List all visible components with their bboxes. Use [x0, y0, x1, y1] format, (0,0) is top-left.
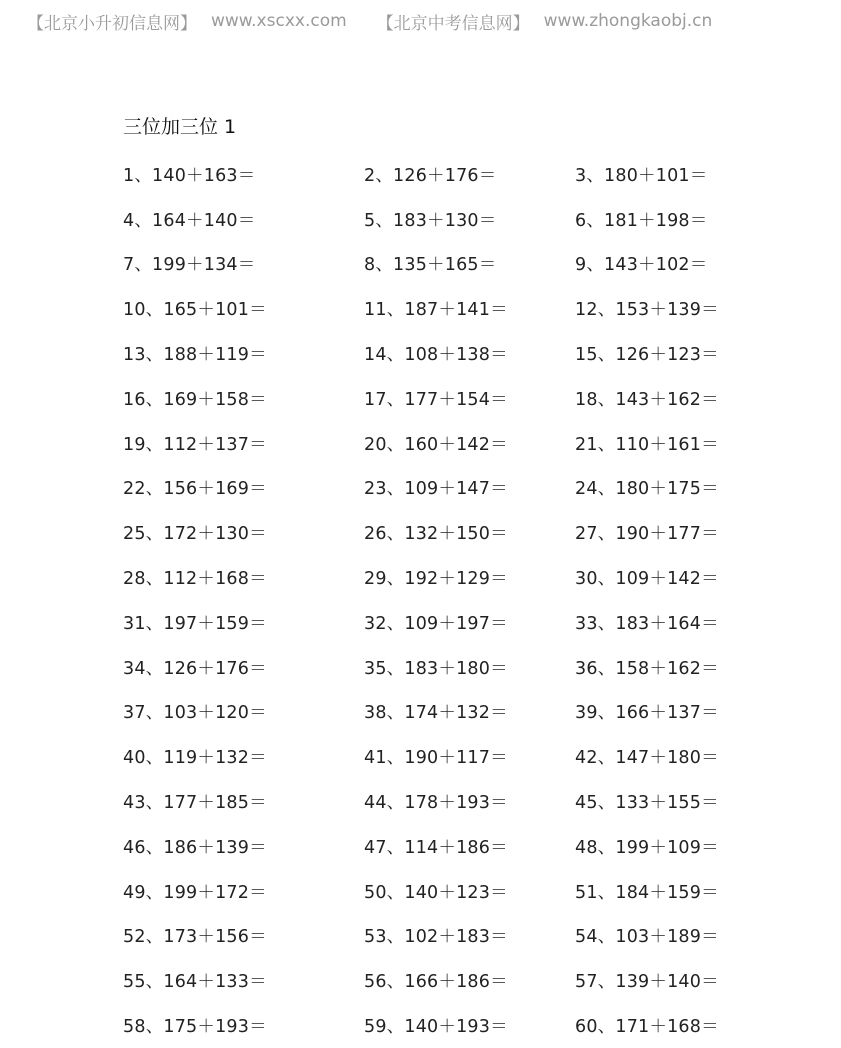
problem-item: 46、186＋139＝ — [123, 837, 267, 858]
problem-item: 21、110＋161＝ — [575, 434, 719, 455]
problem-item: 60、171＋168＝ — [575, 1017, 719, 1038]
problem-item: 37、103＋120＝ — [123, 703, 267, 724]
problem-item: 15、126＋123＝ — [575, 345, 719, 366]
problem-item: 23、109＋147＝ — [364, 479, 508, 500]
left-site-url[interactable]: www.xscxx.com — [211, 11, 347, 31]
problem-item: 47、114＋186＝ — [364, 837, 508, 858]
problem-item: 41、190＋117＝ — [364, 748, 508, 769]
problem-item: 2、126＋176＝ — [364, 165, 497, 186]
page-header — [27, 9, 712, 33]
problem-item: 19、112＋137＝ — [123, 434, 267, 455]
problem-item: 36、158＋162＝ — [575, 658, 719, 679]
problem-item: 1、140＋163＝ — [123, 165, 256, 186]
problem-item: 24、180＋175＝ — [575, 479, 719, 500]
problem-item: 6、181＋198＝ — [575, 210, 708, 231]
problem-item: 40、119＋132＝ — [123, 748, 267, 769]
problem-item: 10、165＋101＝ — [123, 300, 267, 321]
problem-item: 11、187＋141＝ — [364, 300, 508, 321]
problem-item: 27、190＋177＝ — [575, 524, 719, 545]
problem-item: 35、183＋180＝ — [364, 658, 508, 679]
problem-item: 17、177＋154＝ — [364, 389, 508, 410]
problem-item: 14、108＋138＝ — [364, 345, 508, 366]
problem-item: 32、109＋197＝ — [364, 613, 508, 634]
problem-item: 54、103＋189＝ — [575, 927, 719, 948]
problem-item: 58、175＋193＝ — [123, 1017, 267, 1038]
problem-item: 48、199＋109＝ — [575, 837, 719, 858]
problem-item: 53、102＋183＝ — [364, 927, 508, 948]
problem-item: 49、199＋172＝ — [123, 882, 267, 903]
problem-item: 16、169＋158＝ — [123, 389, 267, 410]
worksheet-title: 三位加三位 1 — [123, 116, 237, 138]
problem-item: 12、153＋139＝ — [575, 300, 719, 321]
problem-item: 13、188＋119＝ — [123, 345, 267, 366]
right-site-url[interactable]: www.zhongkaobj.cn — [543, 11, 713, 31]
left-site-name: 【北京小升初信息网】 — [27, 13, 197, 34]
problem-item: 39、166＋137＝ — [575, 703, 719, 724]
problem-item: 25、172＋130＝ — [123, 524, 267, 545]
problem-item: 38、174＋132＝ — [364, 703, 508, 724]
problem-item: 20、160＋142＝ — [364, 434, 508, 455]
problem-item: 9、143＋102＝ — [575, 255, 708, 276]
problem-item: 34、126＋176＝ — [123, 658, 267, 679]
problem-item: 3、180＋101＝ — [575, 165, 708, 186]
problem-item: 31、197＋159＝ — [123, 613, 267, 634]
right-site-name: 【北京中考信息网】 — [376, 13, 530, 34]
problem-item: 26、132＋150＝ — [364, 524, 508, 545]
problem-item: 33、183＋164＝ — [575, 613, 719, 634]
problem-item: 30、109＋142＝ — [575, 569, 719, 590]
problem-item: 8、135＋165＝ — [364, 255, 497, 276]
problem-item: 45、133＋155＝ — [575, 793, 719, 814]
problem-item: 44、178＋193＝ — [364, 793, 508, 814]
problem-item: 43、177＋185＝ — [123, 793, 267, 814]
problem-item: 55、164＋133＝ — [123, 972, 267, 993]
problem-item: 4、164＋140＝ — [123, 210, 256, 231]
problem-item: 57、139＋140＝ — [575, 972, 719, 993]
problem-item: 52、173＋156＝ — [123, 927, 267, 948]
problem-item: 42、147＋180＝ — [575, 748, 719, 769]
problem-item: 51、184＋159＝ — [575, 882, 719, 903]
problem-item: 7、199＋134＝ — [123, 255, 256, 276]
problem-item: 18、143＋162＝ — [575, 389, 719, 410]
problem-item: 56、166＋186＝ — [364, 972, 508, 993]
problem-item: 29、192＋129＝ — [364, 569, 508, 590]
problem-grid — [123, 152, 763, 1048]
problem-item: 22、156＋169＝ — [123, 479, 267, 500]
problem-item: 50、140＋123＝ — [364, 882, 508, 903]
problem-item: 28、112＋168＝ — [123, 569, 267, 590]
problem-item: 5、183＋130＝ — [364, 210, 497, 231]
problem-item: 59、140＋193＝ — [364, 1017, 508, 1038]
